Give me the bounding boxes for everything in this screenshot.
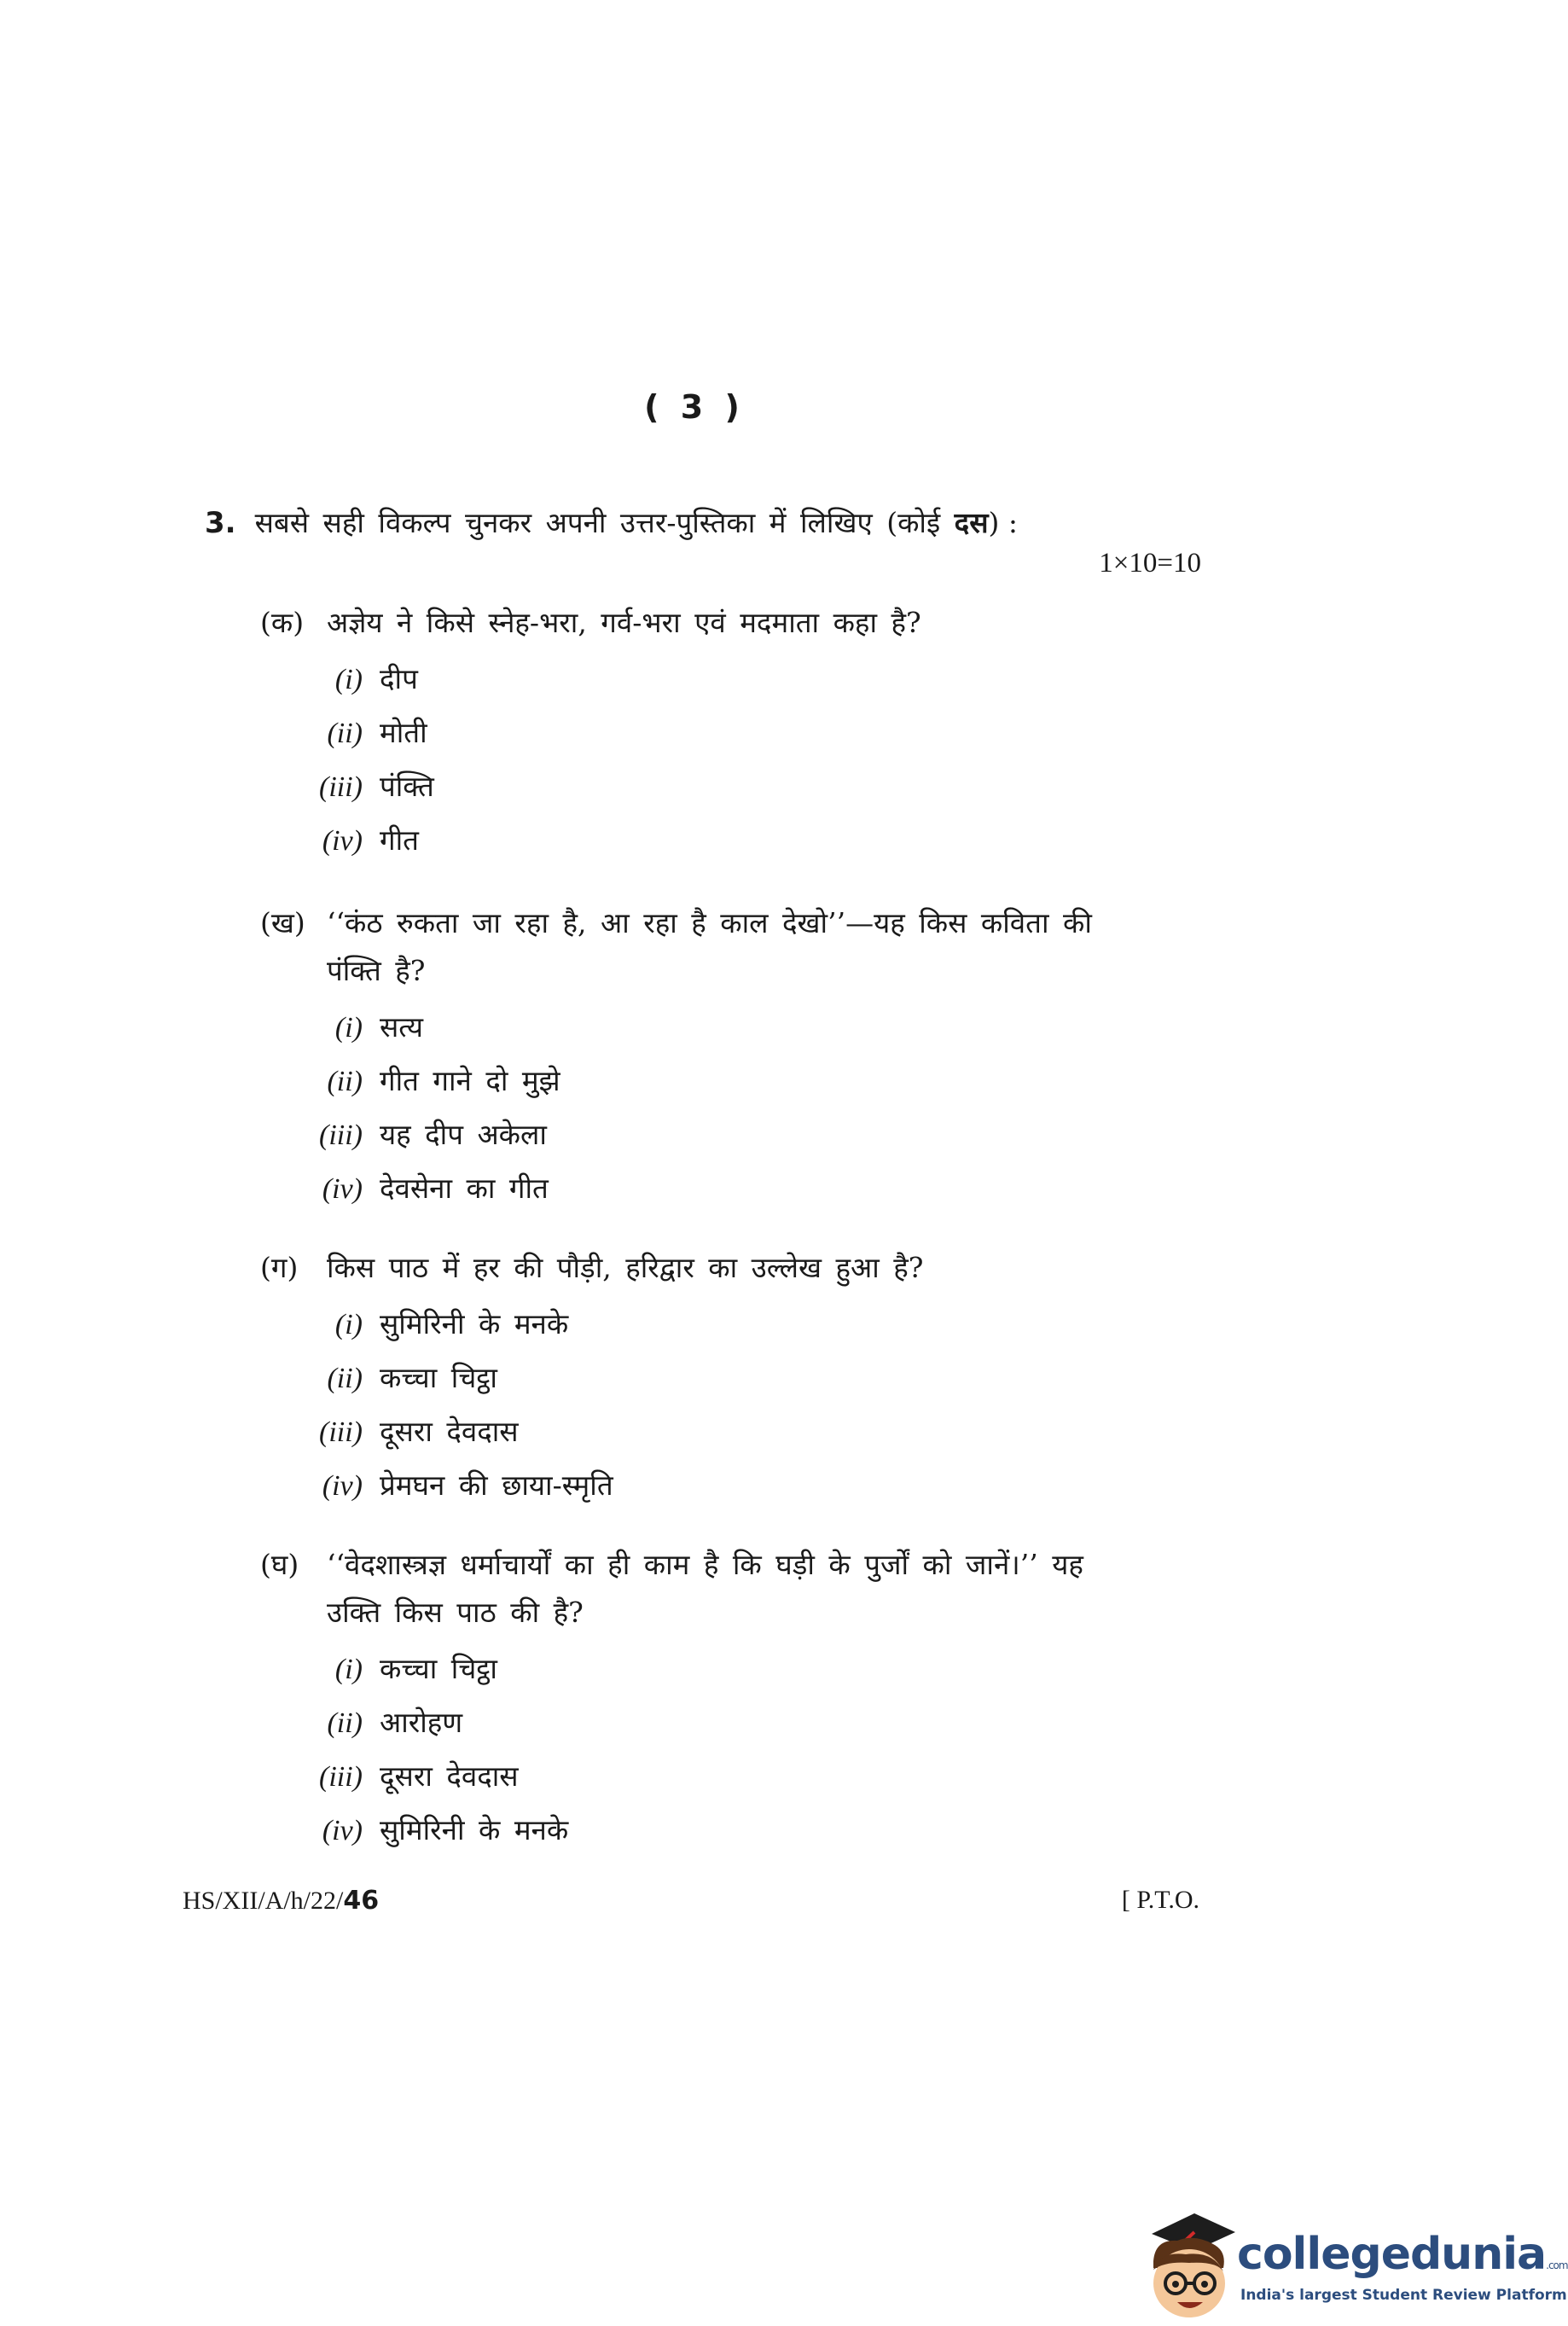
pto-marker: [ P.T.O. — [1121, 1886, 1199, 1914]
options-list — [260, 1642, 1147, 1857]
mascot-icon — [1135, 2201, 1246, 2326]
subquestion-text: अज्ञेय ने किसे स्नेह-भरा, गर्व-भरा एवं मदमाता कहा है? — [327, 606, 921, 639]
subquestion-text: ‘‘वेदशास्त्रज्ञ धर्माचार्यों का ही काम है कि घड़ी के पुर्जों को जानें।’’ यह — [327, 1548, 1083, 1581]
marks: 1×10=10 — [1099, 548, 1201, 579]
option-text: दूसरा देवदास — [380, 1759, 519, 1793]
subquestion-label: (क) — [260, 606, 305, 639]
option — [260, 1642, 1147, 1695]
collegedunia-watermark — [1135, 2201, 1568, 2326]
question-text-end: ) : — [988, 506, 1018, 539]
paper-code-text: HS/XII/A/h/22/ — [183, 1887, 344, 1915]
option — [260, 1749, 1147, 1803]
option-number: (ii) — [327, 718, 363, 749]
option — [260, 652, 1147, 706]
subquestion-ka — [260, 599, 1147, 867]
option — [260, 706, 1147, 759]
option-text: कच्चा चिट्ठा — [380, 1361, 497, 1394]
option — [260, 1351, 1147, 1404]
option — [260, 1695, 1147, 1749]
option-text: प्रेमघन की छाया-स्मृति — [380, 1468, 613, 1502]
subquestion-label: (घ) — [260, 1548, 299, 1581]
question-number: 3. — [205, 506, 236, 540]
subquestion-text-continued: उक्ति किस पाठ की है? — [327, 1596, 584, 1629]
option-number: (iii) — [319, 1416, 363, 1448]
option-number: (iv) — [322, 1815, 363, 1846]
option-text: देवसेना का गीत — [380, 1172, 549, 1205]
option-number: (iv) — [322, 825, 363, 857]
page-number: ( 3 ) — [644, 388, 745, 426]
option-text: पंक्ति — [380, 770, 434, 803]
option-number: (i) — [334, 1654, 363, 1685]
subquestion-text: किस पाठ में हर की पौड़ी, हरिद्वार का उल्लेख हुआ है? — [327, 1251, 924, 1284]
option — [260, 813, 1147, 867]
option-text: सत्य — [380, 1010, 424, 1044]
question-header — [205, 502, 1018, 544]
option-number: (iii) — [319, 771, 363, 803]
option-number: (i) — [334, 664, 363, 695]
option — [260, 1161, 1147, 1215]
question-text: सबसे सही विकल्प चुनकर अपनी उत्तर-पुस्तिका में लिखिए (कोई — [254, 506, 955, 539]
option-number: (iv) — [322, 1173, 363, 1205]
option — [260, 1297, 1147, 1351]
option-text: मोती — [380, 716, 427, 749]
option-number: (iii) — [319, 1761, 363, 1793]
option-text: गीत गाने दो मुझे — [380, 1064, 560, 1097]
subquestion-text: ‘‘कंठ रुकता जा रहा है, आ रहा है काल देखो’’—यह किस कविता की — [327, 906, 1092, 939]
paper-code-number: 46 — [343, 1886, 380, 1916]
option-text: दूसरा देवदास — [380, 1415, 519, 1448]
option-number: (ii) — [327, 1707, 363, 1739]
option-number: (i) — [334, 1309, 363, 1340]
paper-code — [183, 1886, 379, 1916]
option-number: (iv) — [322, 1470, 363, 1502]
option — [260, 1000, 1147, 1054]
options-list — [260, 1297, 1147, 1512]
option-text: दीप — [380, 662, 418, 695]
brand-name — [1237, 2229, 1568, 2280]
option-text: सुमिरिनी के मनके — [380, 1813, 569, 1846]
option-text: गीत — [380, 823, 419, 857]
brand-name-text: collegedunia — [1237, 2229, 1547, 2280]
option-number: (ii) — [327, 1066, 363, 1097]
option — [260, 1108, 1147, 1161]
option-number: (ii) — [327, 1363, 363, 1394]
subquestion-label: (ख) — [260, 906, 305, 939]
subquestion-text-continued: पंक्ति है? — [327, 954, 426, 987]
option — [260, 1803, 1147, 1857]
option-text: कच्चा चिट्ठा — [380, 1652, 497, 1685]
subquestion-ga — [260, 1244, 1147, 1512]
subquestion-gha — [260, 1541, 1147, 1857]
subquestion-kha — [260, 899, 1147, 1215]
option-text: यह दीप अकेला — [380, 1118, 547, 1151]
option — [260, 1404, 1147, 1458]
options-list — [260, 652, 1147, 867]
brand-dotcom: .com — [1546, 2259, 1568, 2271]
options-list — [260, 1000, 1147, 1215]
question-bold-word: दस — [954, 506, 989, 539]
option-number: (iii) — [319, 1119, 363, 1151]
option-number: (i) — [334, 1012, 363, 1044]
option — [260, 759, 1147, 813]
option — [260, 1054, 1147, 1108]
option — [260, 1458, 1147, 1512]
brand-tagline: India's largest Student Review Platform — [1240, 2287, 1567, 2304]
subquestion-label: (ग) — [260, 1251, 299, 1284]
option-text: आरोहण — [380, 1706, 463, 1739]
option-text: सुमिरिनी के मनके — [380, 1307, 569, 1340]
